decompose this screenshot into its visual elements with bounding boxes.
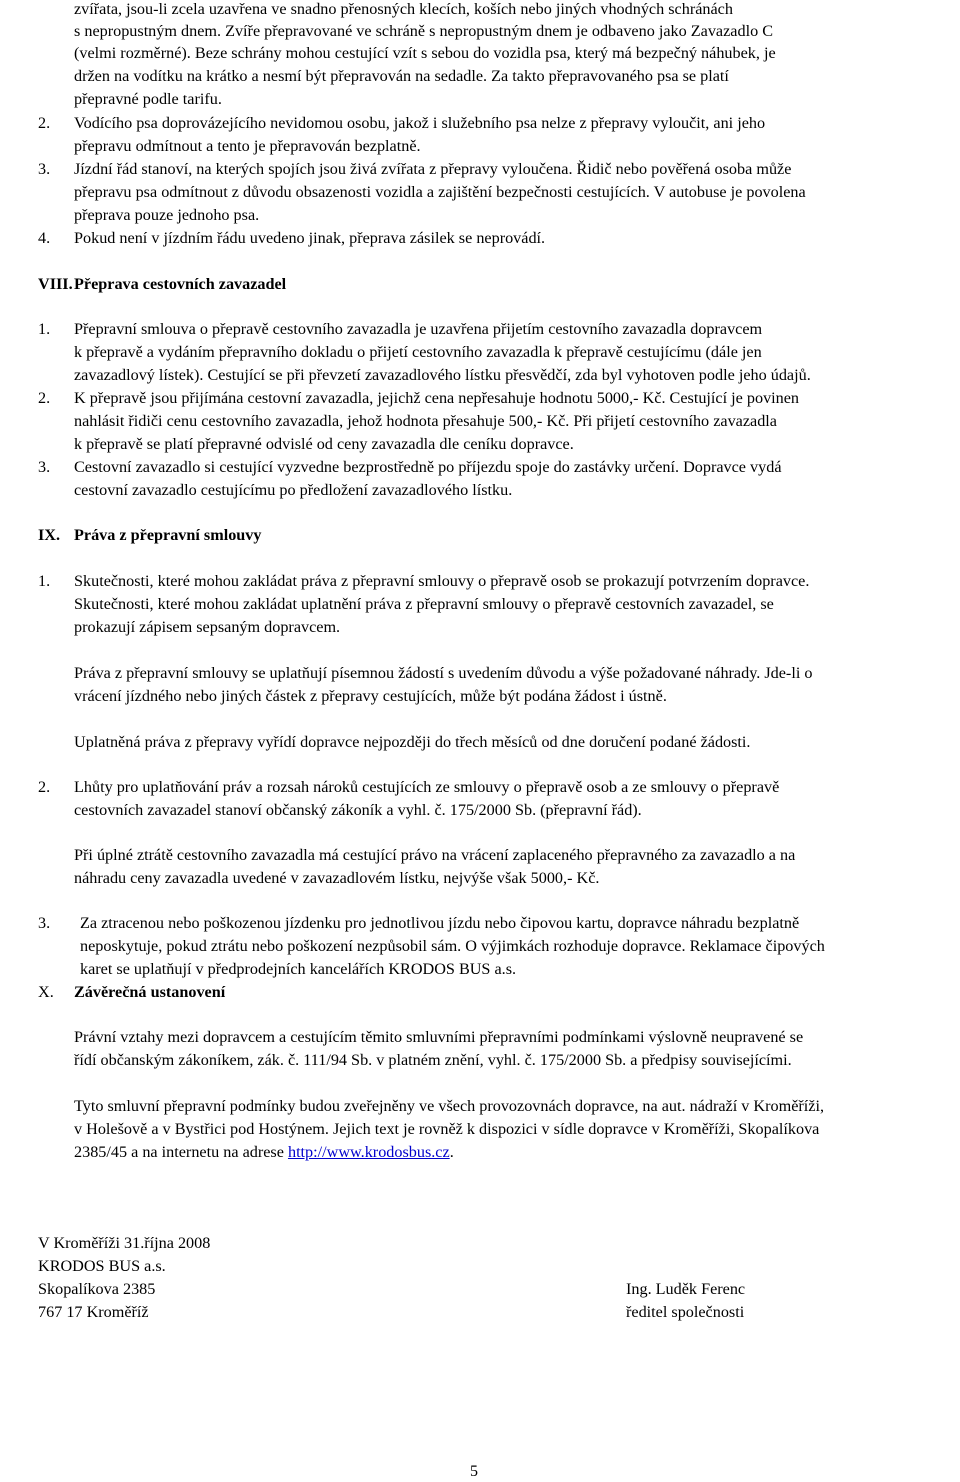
text-line: cestovní zavazadlo cestujícímu po předložení zavazadlového lístku. (74, 481, 513, 499)
text-line: Přepravní smlouva o přepravě cestovního zavazadla je uzavřena přijetím cestovního zavazadla dopravcem (74, 320, 763, 338)
item-number: 4. (38, 229, 51, 247)
text-line: k přepravě a vydáním přepravního dokladu o přijetí cestovního zavazadla k přepravě cestujícímu (dále jen (74, 343, 762, 361)
item-number: 1. (38, 320, 51, 338)
text-line: řídí občanským zákoníkem, zák. č. 111/94 Sb. v platném znění, vyhl. č. 175/2000 Sb. a předpisy souvisejícími. (74, 1051, 792, 1069)
text-line: Lhůty pro uplatňování práv a rozsah nároků cestujících ze smlouvy o přepravě osob a ze smlouvy o přepravě (74, 778, 780, 796)
text-line: Vodícího psa doprovázejícího nevidomou osobu, jakož i služebního psa nelze z přepravy vyloučit, ani jeho (74, 114, 766, 132)
text-line: Uplatněná práva z přepravy vyřídí dopravce nejpozději do třech měsíců od dne doručení podané žádosti. (74, 733, 751, 751)
text-line: k přepravě se platí přepravné odvislé od ceny zavazadla dle ceníku dopravce. (74, 435, 574, 453)
text-line: K přepravě jsou přijímána cestovní zavazadla, jejichž cena nepřesahuje hodnotu 5000,- Kč. Cestující je povinen (74, 389, 800, 407)
text-line: Tyto smluvní přepravní podmínky budou zveřejněny ve všech provozovnách dopravce, na aut. nádraží v Kroměříži, (74, 1097, 824, 1115)
text-line: vrácení jízdného nebo jiných částek z přepravy cestujících, může být podána žádost i ústně. (74, 687, 667, 705)
text-line: prokazují zápisem sepsaným dopravcem. (74, 618, 341, 636)
text-line: přeprava pouze jednoho psa. (74, 206, 260, 224)
section-heading: Závěrečná ustanovení (74, 983, 226, 1001)
signatory-name: Ing. Luděk Ferenc (626, 1280, 746, 1298)
text-line: zavazadlový lístek). Cestující se při převzetí zavazadlového lístku přesvědčí, zda byl vyhotoven podle jeho údajů. (74, 366, 811, 384)
item-number: 1. (38, 572, 51, 590)
signature-city: 767 17 Kroměříž (38, 1303, 149, 1321)
text-line: s nepropustným dnem. Zvíře přepravované ve schráně s nepropustným dnem je odbaveno jako Zavazadlo C (74, 22, 774, 40)
text-line: nahlásit řidiči cenu cestovního zavazadla, jehož hodnota přesahuje 500,- Kč. Při přijetí cestovního zavazadla (74, 412, 777, 430)
text-line: držen na vodítku na krátko a nesmí být přepravován na sedadle. Za takto přepravovaného psa se platí (74, 67, 729, 85)
section-heading: Přeprava cestovních zavazadel (74, 275, 287, 293)
text-line: Právní vztahy mezi dopravcem a cestujícím těmito smluvními přepravními podmínkami výslovně neupravené se (74, 1028, 804, 1046)
text-line: zvířata, jsou-li zcela uzavřena ve snadno přenosných klecích, koších nebo jiných vhodných schránách (74, 0, 733, 18)
signatory-title: ředitel společnosti (626, 1303, 745, 1321)
text-line: přepravné podle tarifu. (74, 90, 222, 108)
text-fragment: . (449, 1143, 454, 1161)
section-number: X. (38, 983, 54, 1001)
website-link[interactable]: http://www.krodosbus.cz (287, 1143, 450, 1161)
text-line: Za ztracenou nebo poškozenou jízdenku pro jednotlivou jízdu nebo čipovou kartu, dopravce náhradu bezplatně (80, 914, 800, 932)
text-line: v Holešově a v Bystřici pod Hostýnem. Jejich text je rovněž k dispozici v sídle dopravce v Kroměříži, Skopalíkova (74, 1120, 820, 1138)
signature-street: Skopalíkova 2385 (38, 1280, 156, 1298)
section-number: VIII. (38, 275, 73, 293)
text-line: přepravu psa odmítnout z důvodu obsazenosti vozidla a zajištění bezpečnosti cestujících. V autobuse je povolena (74, 183, 806, 201)
text-line: Cestovní zavazadlo si cestující vyzvedne bezprostředně po příjezdu spoje do zastávky určení. Dopravce vydá (74, 458, 782, 476)
item-number: 2. (38, 778, 51, 796)
text-line: Skutečnosti, které mohou zakládat práva z přepravní smlouvy o přepravě osob se prokazují potvrzením dopravce. (74, 572, 810, 590)
text-line: cestovních zavazadel stanoví občanský zákoník a vyhl. č. 175/2000 Sb. (přepravní řád). (74, 801, 642, 819)
signature-place-date: V Kroměříži 31.října 2008 (38, 1234, 211, 1252)
text-line: Při úplné ztrátě cestovního zavazadla má cestující právo na vrácení zaplaceného přepravného za zavazadlo a na (74, 846, 796, 864)
text-fragment: 2385/45 a na internetu na adrese (74, 1143, 288, 1161)
text-line: Pokud není v jízdním řádu uvedeno jinak, přeprava zásilek se neprovádí. (74, 229, 546, 247)
text-line: Jízdní řád stanoví, na kterých spojích jsou živá zvířata z přepravy vyloučena. Řidič nebo pověřená osoba může (74, 160, 792, 178)
text-line: (velmi rozměrné). Beze schrány mohou cestující vzít s sebou do vozidla psa, který má bezpečný náhubek, je (74, 44, 776, 62)
signature-company: KRODOS BUS a.s. (38, 1257, 166, 1275)
text-line: přepravu odmítnout a tento je přepravován bezplatně. (74, 137, 421, 155)
section-number: IX. (38, 526, 61, 544)
item-number: 3. (38, 458, 51, 476)
item-number: 2. (38, 114, 51, 132)
text-line: Práva z přepravní smlouvy se uplatňují písemnou žádostí s uvedením důvodu a výše požadované náhrady. Jde-li o (74, 664, 813, 682)
text-line: Skutečnosti, které mohou zakládat uplatnění práva z přepravní smlouvy o přepravě cestovních zavazadel, se (74, 595, 774, 613)
section-heading: Práva z přepravní smlouvy (74, 526, 262, 544)
text-line: karet se uplatňují v předprodejních kancelářích KRODOS BUS a.s. (80, 960, 517, 978)
text-line: neposkytuje, pokud ztrátu nebo poškození nezpůsobil sám. O výjimkách rozhoduje dopravce. Reklamace čipových (80, 937, 825, 955)
text-line (74, 1141, 454, 1163)
item-number: 3. (38, 914, 51, 932)
page-number: 5 (470, 1463, 478, 1480)
item-number: 2. (38, 389, 51, 407)
item-number: 3. (38, 160, 51, 178)
text-line: náhradu ceny zavazadla uvedené v zavazadlovém lístku, nejvýše však 5000,- Kč. (74, 869, 600, 887)
